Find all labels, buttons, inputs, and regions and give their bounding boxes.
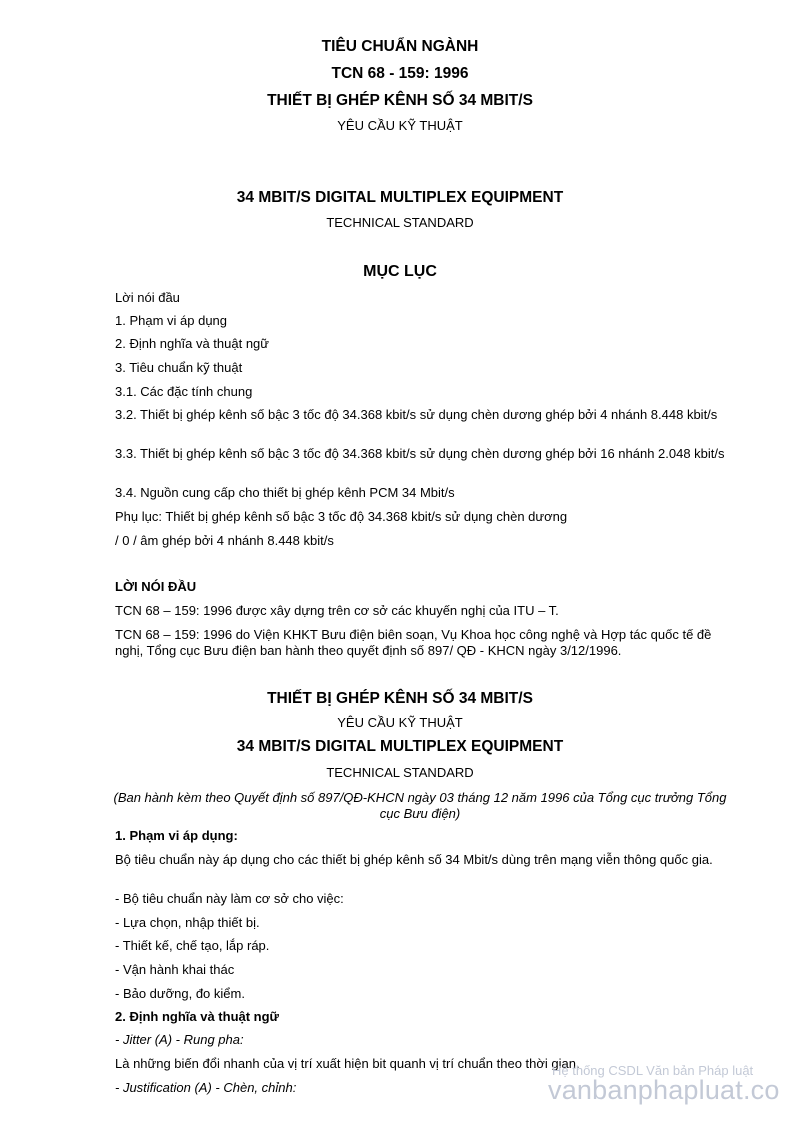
toc-item: 1. Phạm vi áp dụng — [115, 313, 228, 328]
section-1-paragraph: - Bộ tiêu chuẩn này làm cơ sở cho việc: — [115, 891, 344, 906]
list-item: - Vận hành khai thác — [115, 962, 235, 977]
foreword-paragraph: TCN 68 – 159: 1996 do Viện KHKT Bưu điện biên soạn, Vụ Khoa học công nghệ và Hợp tác quốc tế đề nghị, Tổng cục Bưu điện ban hành theo quyết định số 897/ QĐ - KHCN ngày 3/12/1996. — [115, 627, 712, 658]
list-item: - Bảo dưỡng, đo kiểm. — [115, 986, 245, 1001]
toc-item: 2. Định nghĩa và thuật ngữ — [115, 336, 269, 351]
toc-item: 3.3. Thiết bị ghép kênh số bậc 3 tốc độ 34.368 kbit/s sử dụng chèn dương ghép bởi 16 nhánh 2.048 kbit/s — [115, 446, 725, 461]
toc-title: MỤC LỤC — [363, 263, 437, 280]
toc-item: / 0 / âm ghép bởi 4 nhánh 8.448 kbit/s — [115, 533, 334, 548]
header-english-title: 34 MBIT/S DIGITAL MULTIPLEX EQUIPMENT — [236, 189, 564, 206]
term: - Justification (A) - Chèn, chỉnh: — [115, 1080, 297, 1095]
toc-item: Lời nói đầu — [115, 290, 180, 305]
body-subtitle: YÊU CẦU KỸ THUẬT — [337, 715, 463, 730]
definition: Là những biến đổi nhanh của vị trí xuất hiện bit quanh vị trí chuẩn theo thời gian. — [115, 1056, 580, 1071]
foreword-title: LỜI NÓI ĐẦU — [115, 579, 197, 594]
section-2-title: 2. Định nghĩa và thuật ngữ — [115, 1009, 279, 1024]
toc-item: 3. Tiêu chuẩn kỹ thuật — [115, 360, 243, 375]
header-standard-code: TCN 68 - 159: 1996 — [331, 65, 469, 82]
foreword-paragraph: TCN 68 – 159: 1996 được xây dựng trên cơ sở các khuyến nghị của ITU – T. — [115, 603, 559, 618]
header-title: THIẾT BỊ GHÉP KÊNH SỐ 34 MBIT/S — [267, 92, 533, 109]
watermark-caption: Hệ thống CSDL Văn bản Pháp luật — [552, 1063, 754, 1078]
toc-item: 3.2. Thiết bị ghép kênh số bậc 3 tốc độ 34.368 kbit/s sử dụng chèn dương ghép bởi 4 nhánh 8.448 kbit/s — [115, 407, 718, 422]
list-item: - Lựa chọn, nhập thiết bị. — [115, 915, 260, 930]
section-1-paragraph: Bộ tiêu chuẩn này áp dụng cho các thiết bị ghép kênh số 34 Mbit/s dùng trên mạng viễn thông quốc gia. — [115, 852, 713, 867]
toc-item: 3.4. Nguồn cung cấp cho thiết bị ghép kênh PCM 34 Mbit/s — [115, 485, 455, 500]
toc-item: 3.1. Các đặc tính chung — [115, 384, 253, 399]
term: - Jitter (A) - Rung pha: — [115, 1032, 244, 1047]
section-1-title: 1. Phạm vi áp dụng: — [115, 828, 238, 843]
body-english-subtitle: TECHNICAL STANDARD — [326, 765, 474, 780]
watermark-site: vanbanphapluat.co — [548, 1075, 780, 1105]
toc-item: Phụ lục: Thiết bị ghép kênh số bậc 3 tốc độ 34.368 kbit/s sử dụng chèn dương — [115, 509, 568, 524]
list-item: - Thiết kế, chế tạo, lắp ráp. — [115, 938, 270, 953]
header-english-subtitle: TECHNICAL STANDARD — [326, 215, 474, 230]
body-title: THIẾT BỊ GHÉP KÊNH SỐ 34 MBIT/S — [267, 690, 533, 707]
body-english-title: 34 MBIT/S DIGITAL MULTIPLEX EQUIPMENT — [236, 738, 564, 755]
header-subtitle: YÊU CẦU KỸ THUẬT — [337, 118, 463, 133]
header-standard-type: TIÊU CHUẨN NGÀNH — [321, 38, 479, 55]
decree-note: (Ban hành kèm theo Quyết định số 897/QĐ-KHCN ngày 03 tháng 12 năm 1996 của Tổng cục trưởng Tổng cục Bưu điện) — [113, 790, 727, 821]
